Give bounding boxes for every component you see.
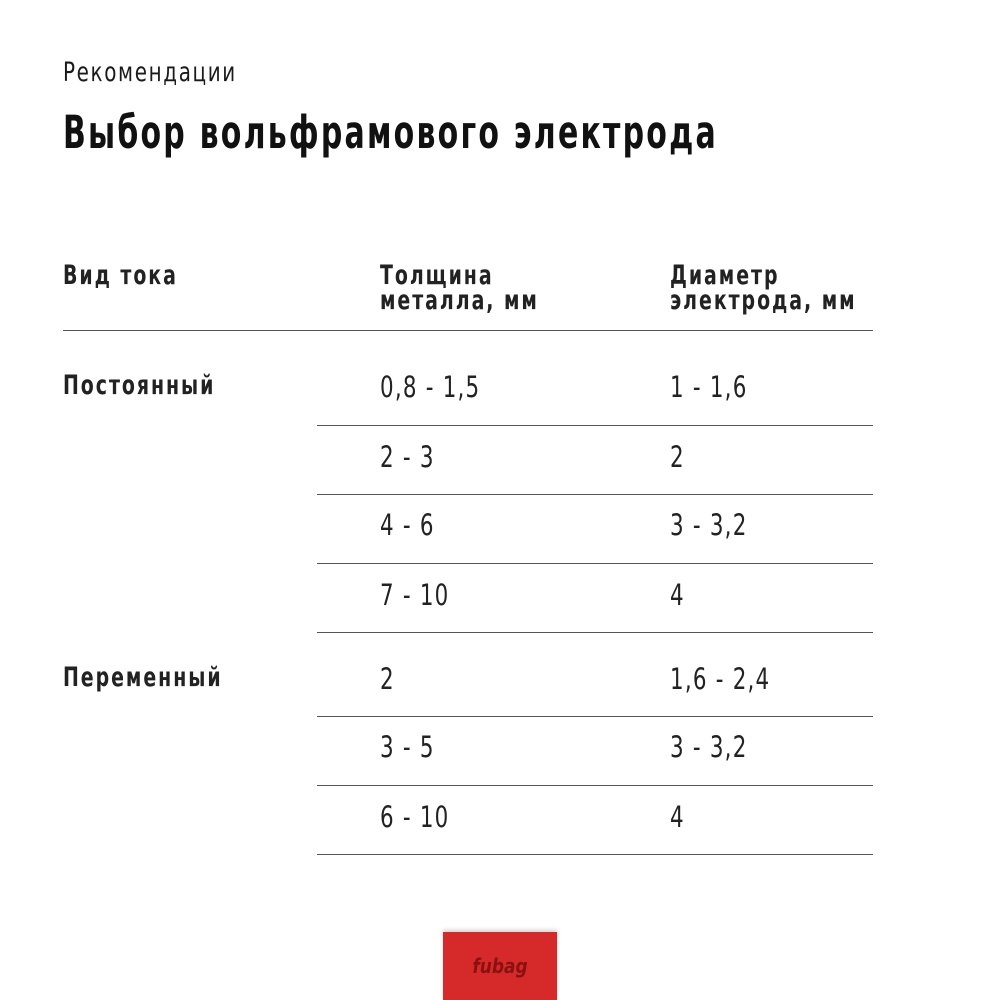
current-type-ac: Переменный [63, 662, 223, 693]
table-cell-thickness: 2 - 3 [380, 440, 435, 474]
table-cell-diameter: 3 - 3,2 [670, 508, 748, 542]
table-cell-diameter: 3 - 3,2 [670, 730, 748, 764]
column-header-diameter [670, 260, 857, 316]
row-divider [317, 494, 873, 495]
logo-text: fubag [472, 954, 528, 978]
table-cell-thickness: 0,8 - 1,5 [380, 370, 481, 404]
column-header-diameter-line1: Диаметр [670, 260, 780, 291]
table-cell-thickness: 6 - 10 [380, 800, 450, 834]
table-cell-diameter: 1 - 1,6 [670, 370, 748, 404]
column-header-thickness-line2: металла, мм [380, 285, 539, 316]
row-divider [317, 563, 873, 564]
column-header-current-type-label: Вид тока [63, 260, 178, 291]
header-divider [63, 330, 873, 331]
fubag-logo [443, 932, 557, 1000]
table-cell-thickness: 2 [380, 662, 395, 696]
column-header-current-type [63, 260, 178, 291]
row-divider [317, 716, 873, 717]
column-header-thickness [380, 260, 539, 316]
row-divider [317, 632, 873, 633]
table-cell-thickness: 4 - 6 [380, 508, 435, 542]
page-title: Выбор вольфрамового электрода [63, 106, 718, 159]
column-header-diameter-line2: электрода, мм [670, 285, 857, 316]
table-cell-diameter: 2 [670, 440, 685, 474]
row-divider [317, 854, 873, 855]
current-type-dc: Постоянный [63, 370, 216, 401]
table-cell-diameter: 4 [670, 800, 685, 834]
column-header-thickness-line1: Толщина [380, 260, 494, 291]
table-cell-diameter: 4 [670, 578, 685, 612]
table-cell-thickness: 3 - 5 [380, 730, 435, 764]
page-subtitle: Рекомендации [63, 57, 237, 88]
table-cell-diameter: 1,6 - 2,4 [670, 662, 771, 696]
row-divider [317, 425, 873, 426]
table-cell-thickness: 7 - 10 [380, 578, 450, 612]
row-divider [317, 785, 873, 786]
